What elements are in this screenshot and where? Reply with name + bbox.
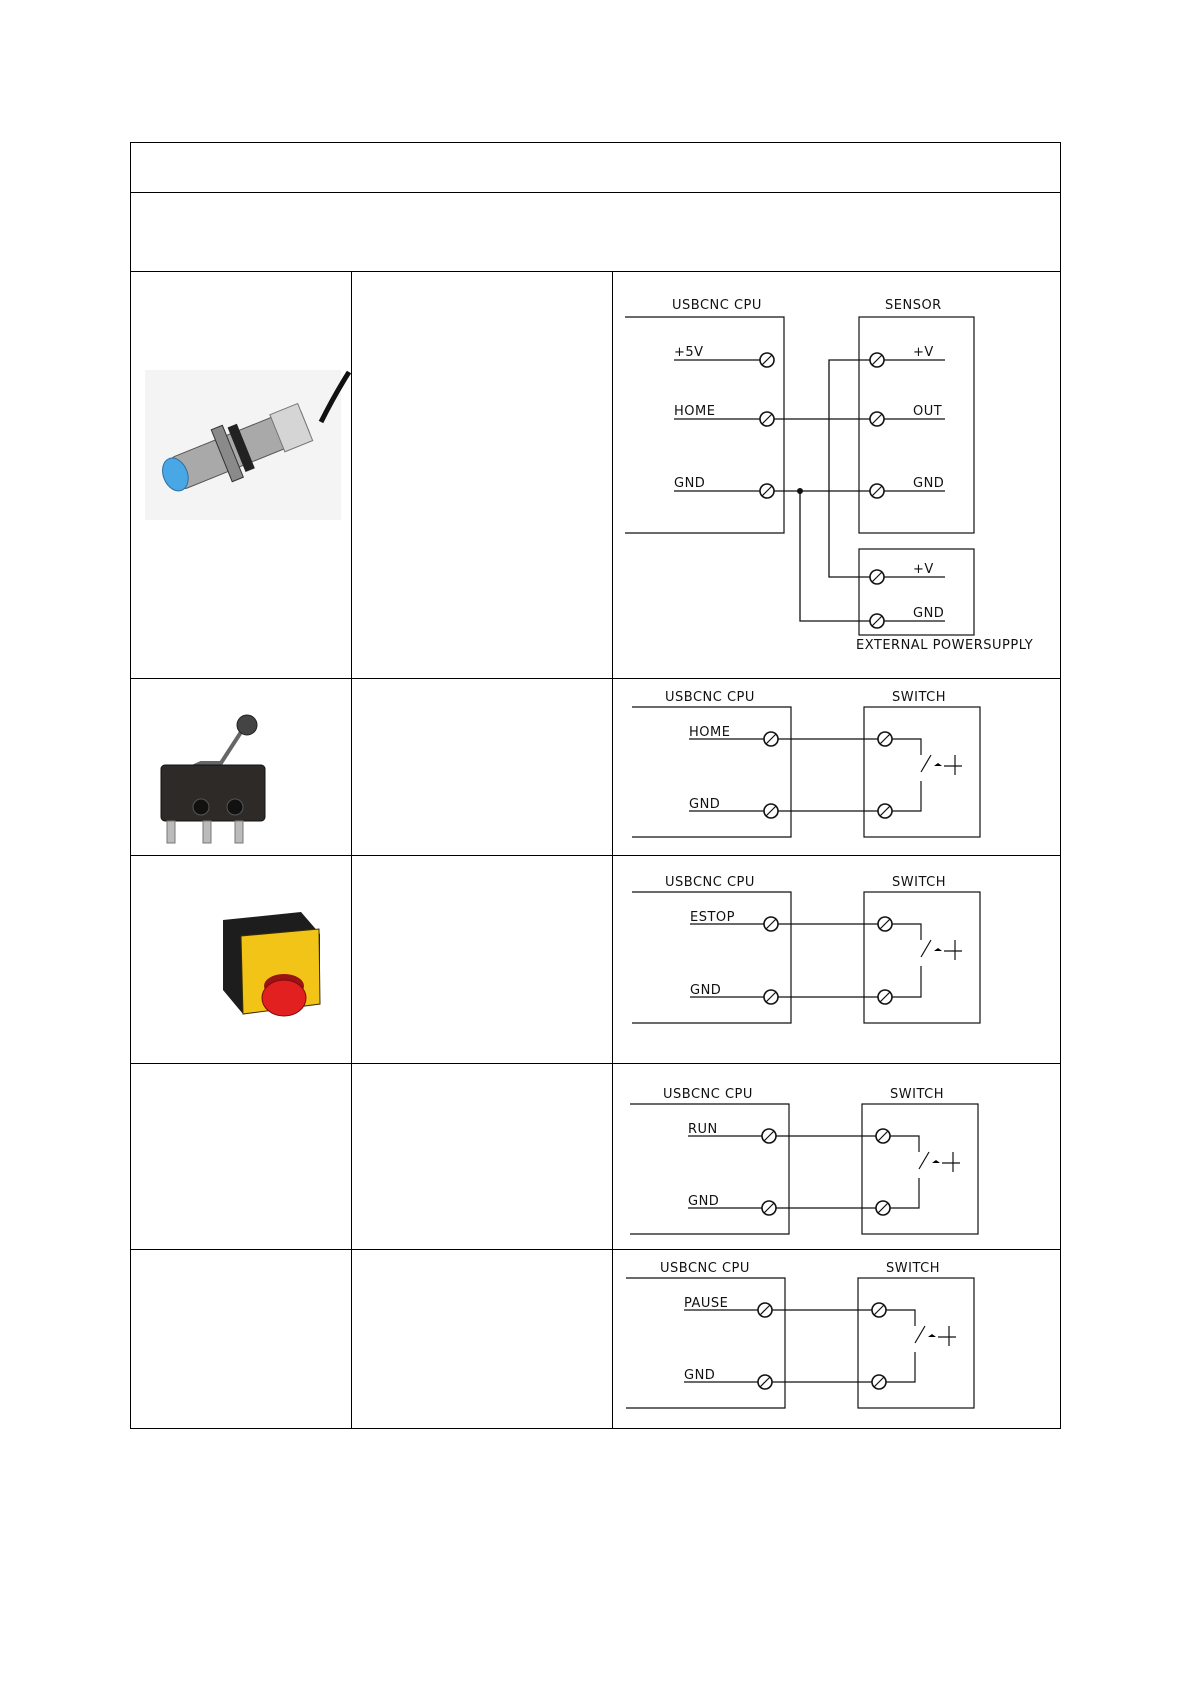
sensor-schematic [613, 272, 1061, 678]
cpu-pin-label: GND [688, 1194, 720, 1209]
psu-pin-label: GND [913, 606, 945, 621]
estop-schematic [613, 856, 1061, 1063]
device-pin-label: OUT [913, 404, 943, 419]
pause-switch-schematic [613, 1250, 1061, 1428]
psu-title: EXTERNAL POWERSUPPLY [856, 638, 1034, 653]
cpu-pin-label: GND [684, 1368, 716, 1383]
schematic-cell [613, 1064, 1061, 1250]
photo-cell [131, 856, 352, 1064]
cpu-title: USBCNC CPU [665, 690, 755, 705]
cpu-title: USBCNC CPU [672, 298, 762, 313]
schematic-cell [613, 856, 1061, 1064]
device-title: SWITCH [886, 1261, 940, 1276]
description-cell [352, 272, 613, 679]
micro-switch-photo [131, 679, 352, 855]
photo-cell [131, 1064, 352, 1250]
schematic-cell [613, 679, 1061, 856]
psu-pin-label: +V [913, 562, 934, 577]
cpu-title: USBCNC CPU [663, 1087, 753, 1102]
table-title-cell [131, 143, 1061, 193]
cpu-pin-label: PAUSE [684, 1296, 729, 1311]
device-pin-label: GND [913, 476, 945, 491]
cpu-pin-label: GND [674, 476, 706, 491]
table-row [131, 679, 1061, 856]
cpu-pin-label: GND [689, 797, 721, 812]
photo-cell [131, 679, 352, 856]
device-title: SWITCH [890, 1087, 944, 1102]
cpu-pin-label: ESTOP [690, 910, 735, 925]
device-pin-label: +V [913, 345, 934, 360]
inductive-sensor-photo [131, 272, 352, 678]
cpu-pin-label: +5V [674, 345, 704, 360]
cpu-pin-label: RUN [688, 1122, 718, 1137]
photo-cell [131, 1250, 352, 1429]
description-cell [352, 856, 613, 1064]
device-title: SWITCH [892, 875, 946, 890]
table-row [131, 1064, 1061, 1250]
table-subtitle-cell [131, 193, 1061, 272]
table-row [131, 856, 1061, 1064]
cpu-title: USBCNC CPU [665, 875, 755, 890]
schematic-cell [613, 1250, 1061, 1429]
photo-cell [131, 272, 352, 679]
description-cell [352, 1250, 613, 1429]
description-cell [352, 679, 613, 856]
wiring-table [130, 142, 1061, 1429]
description-cell [352, 1064, 613, 1250]
device-title: SENSOR [885, 298, 942, 313]
home-switch-schematic [613, 679, 1061, 855]
table-row [131, 1250, 1061, 1429]
schematic-cell [613, 272, 1061, 679]
cpu-pin-label: HOME [674, 404, 716, 419]
device-title: SWITCH [892, 690, 946, 705]
cpu-title: USBCNC CPU [660, 1261, 750, 1276]
emergency-stop-photo [131, 856, 352, 1063]
cpu-pin-label: HOME [689, 725, 731, 740]
cpu-pin-label: GND [690, 983, 722, 998]
run-switch-schematic [613, 1064, 1061, 1249]
table-row [131, 272, 1061, 679]
